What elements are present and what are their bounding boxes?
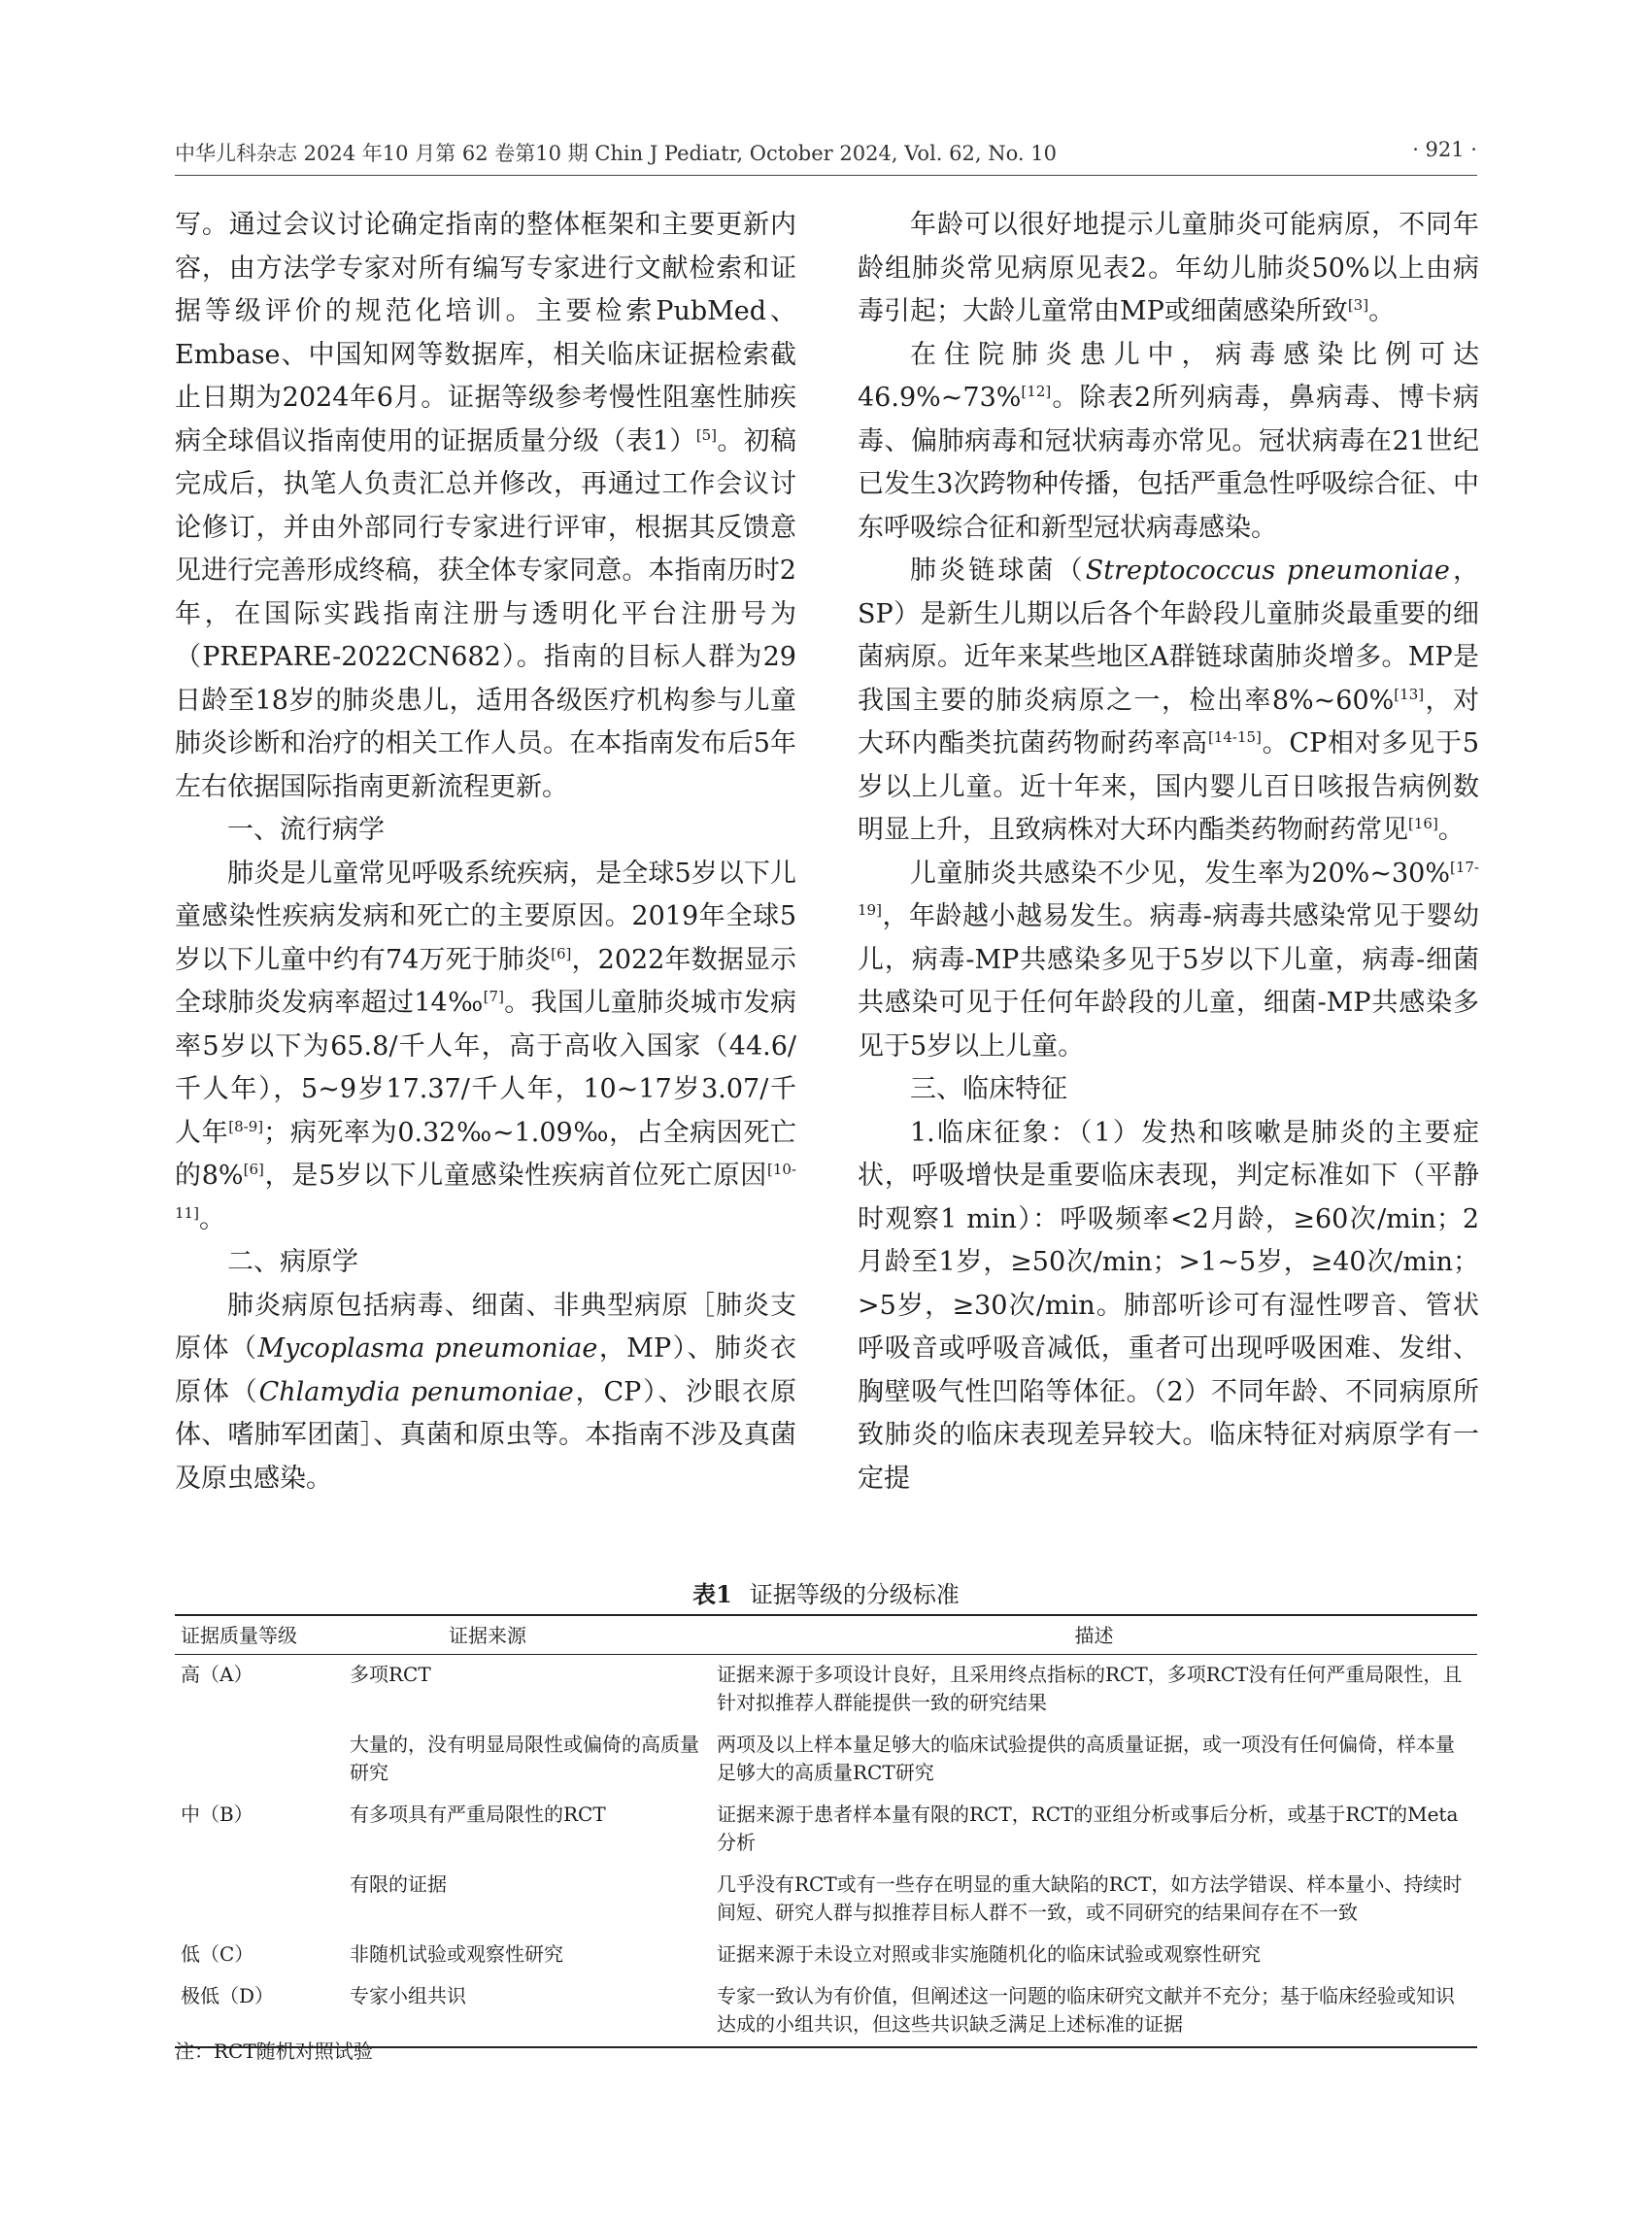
citation[interactable]: [10-11] — [175, 1161, 796, 1222]
header-rule — [175, 175, 1477, 176]
table-cell: 有限的证据 — [350, 1872, 447, 1896]
citation[interactable]: [6] — [551, 944, 572, 962]
table-number: 表1 — [692, 1580, 732, 1608]
paragraph: 写。通过会议讨论确定指南的整体框架和主要更新内容，由方法学专家对所有编写专家进行文献检索和证据等级评价的规范化培训。主要检索PubMed、Embase、中国知网等数据库，相关临床证据检索截止日期为2024年6月。证据等级参考慢性阻塞性肺疾病全球倡议指南使用的证据质量分级（表1）[5]。初稿完成后，执笔人负责汇总并修改，再通过工作会议讨论修订，并由外部同行专家进行评审，根据其反馈意见进行完善形成终稿，获全体专家同意。本指南历时2年，在国际实践指南注册与透明化平台注册号为（PREPARE-2022CN682）。指南的目标人群为29日龄至18岁的肺炎患儿，适用各级医疗机构参与儿童肺炎诊断和治疗的相关工作人员。在本指南发布后5年左右依据国际指南更新流程更新。 — [175, 210, 797, 802]
table-cell: 多项RCT — [350, 1663, 431, 1686]
table-cell: 大量的，没有明显局限性或偏倚的高质量研究 — [350, 1733, 699, 1784]
journal-citation: 中华儿科杂志 2024 年10 月第 62 卷第10 期 Chin J Pediatr, October 2024, Vol. 62, No. 10 — [175, 142, 1057, 165]
table-cell: 高（A） — [181, 1663, 253, 1686]
table-cell: 有多项具有严重局限性的RCT — [350, 1803, 606, 1826]
table-cell: 极低（D） — [175, 1976, 322, 2047]
table-cell: 非随机试验或观察性研究 — [350, 1942, 563, 1966]
paragraph: 肺炎是儿童常见呼吸系统疾病，是全球5岁以下儿童感染性疾病发病和死亡的主要原因。2019年全球5岁以下儿童中约有74万死于肺炎[6]，2022年数据显示全球肺炎发病率超过14‰[7]。我国儿童肺炎城市发病率5岁以下为65.8/千人年，高于高收入国家（44.6/千人年），5~9岁17.37/千人年，10~17岁3.07/千人年[8-9]；病死率为0.32‰~1.09‰，占全病因死亡的8%[6]，是5岁以下儿童感染性疾病首位死亡原因[10-11]。 — [175, 858, 796, 1234]
table-header-row — [175, 1615, 1477, 1655]
citation[interactable]: [13] — [1394, 685, 1425, 703]
paragraph: 1.临床征象：（1）发热和咳嗽是肺炎的主要症状，呼吸增快是重要临床表现，判定标准如下（平静时观察1 min）：呼吸频率<2月龄，≥60次/min；2月龄至1岁，≥50次/min；>1~5岁，≥40次/min；>5岁，≥30次/min。肺部听诊可有湿性啰音、管状呼吸音或呼吸音减低，重者可出现呼吸困难、发绀、胸壁吸气性凹陷等体征。（2）不同年龄、不同病原所致肺炎的临床表现差异较大。临床特征对病原学有一定提 — [858, 1117, 1479, 1494]
table-cell: 专家小组共识 — [322, 1976, 711, 2047]
header-cell: 证据来源 — [322, 1615, 711, 1655]
header-cell: 证据质量等级 — [175, 1615, 322, 1655]
table-cell: 专家一致认为有价值，但阐述这一问题的临床研究文献并不充分；基于临床经验或知识达成的小组共识，但这些共识缺乏满足上述标准的证据 — [711, 1976, 1477, 2047]
table-cell — [175, 1725, 322, 1795]
running-header — [175, 132, 1477, 171]
table-cell: 几乎没有RCT或有一些存在明显的重大缺陷的RCT，如方法学错误、样本量小、持续时间短、研究人群与拟推荐目标人群不一致，或不同研究的结果间存在不一致 — [717, 1872, 1463, 1924]
citation[interactable]: [8-9] — [228, 1117, 264, 1135]
table-note: 注：RCT随机对照试验 — [175, 2040, 373, 2063]
citation[interactable]: [16] — [1408, 815, 1438, 832]
paragraph: 肺炎链球菌（Streptococcus pneumoniae，SP）是新生儿期以后各个年龄段儿童肺炎最重要的细菌病原。近年来某些地区A群链球菌肺炎增多。MP是我国主要的肺炎病原之一，检出率8%~60%[13]，对大环内酯类抗菌药物耐药率高[14-15]。CP相对多见于5岁以上儿童。近十年来，国内婴儿百日咳报告病例数明显上升，且致病株对大环内酯类药物耐药常见[16]。 — [858, 556, 1480, 845]
citation[interactable]: [6] — [243, 1161, 264, 1178]
table-row — [175, 1655, 1477, 1726]
paragraph: 在住院肺炎患儿中，病毒感染比例可达46.9%~73%[12]。除表2所列病毒，鼻病毒、博卡病毒、偏肺病毒和冠状病毒亦常见。冠状病毒在21世纪已发生3次跨物种传播，包括严重急性呼吸综合征、中东呼吸综合征和新型冠状病毒感染。 — [858, 339, 1479, 543]
table-caption — [175, 1575, 1477, 1609]
paragraph: 儿童肺炎共感染不少见，发生率为20%~30%[17-19]，年龄越小越易发生。病毒-病毒共感染常见于婴幼儿，病毒-MP共感染多见于5岁以下儿童，病毒-细菌共感染可见于任何年龄段的儿童，细菌-MP共感染多见于5岁以上儿童。 — [858, 858, 1479, 1062]
table-row — [175, 1725, 1477, 1795]
section-heading-clinical: 三、临床特征 — [910, 1074, 1067, 1104]
section-heading-epidemiology: 一、流行病学 — [227, 815, 385, 845]
table-row — [175, 1935, 1477, 1976]
paragraph: 年龄可以很好地提示儿童肺炎可能病原，不同年龄组肺炎常见病原见表2。年幼儿肺炎50%以上由病毒引起；大龄儿童常由MP或细菌感染所致[3]。 — [858, 210, 1479, 326]
table-row — [175, 1865, 1477, 1935]
table-cell: 证据来源于患者样本量有限的RCT，RCT的亚组分析或事后分析，或基于RCT的Meta分析 — [717, 1803, 1459, 1854]
citation[interactable]: [14-15] — [1207, 728, 1262, 746]
table-cell: 证据来源于未设立对照或非实施随机化的临床试验或观察性研究 — [717, 1942, 1261, 1966]
table-cell: 证据来源于多项设计良好，且采用终点指标的RCT，多项RCT没有任何严重局限性，且针对拟推荐人群能提供一致的研究结果 — [717, 1663, 1463, 1714]
table-cell: 低（C） — [181, 1942, 254, 1966]
table-row — [175, 1795, 1477, 1865]
table-cell: 中（B） — [181, 1803, 253, 1826]
citation[interactable]: [3] — [1347, 296, 1369, 314]
section-heading-etiology: 二、病原学 — [227, 1247, 358, 1277]
table-cell: 两项及以上样本量足够大的临床试验提供的高质量证据，或一项没有任何偏倚，样本量足够大的高质量RCT研究 — [717, 1733, 1455, 1784]
table-cell — [175, 1865, 322, 1935]
paragraph: 肺炎病原包括病毒、细菌、非典型病原［肺炎支原体（Mycoplasma pneumoniae，MP）、肺炎衣原体（Chlamydia penumoniae，CP）、沙眼衣原体、嗜肺军团菌］、真菌和原虫等。本指南不涉及真菌及原虫感染。 — [175, 1290, 797, 1494]
evidence-grade-table — [175, 1614, 1477, 2048]
table-title: 证据等级的分级标准 — [749, 1581, 960, 1608]
citation[interactable]: [17-19] — [858, 858, 1479, 919]
citation[interactable]: [5] — [695, 425, 718, 444]
citation[interactable]: [12] — [1021, 383, 1052, 400]
citation[interactable]: [7] — [483, 988, 504, 1005]
left-column — [175, 204, 796, 1500]
page-number: · 921 · — [1412, 138, 1477, 161]
header-cell: 描述 — [711, 1615, 1477, 1655]
right-column — [858, 204, 1479, 1500]
